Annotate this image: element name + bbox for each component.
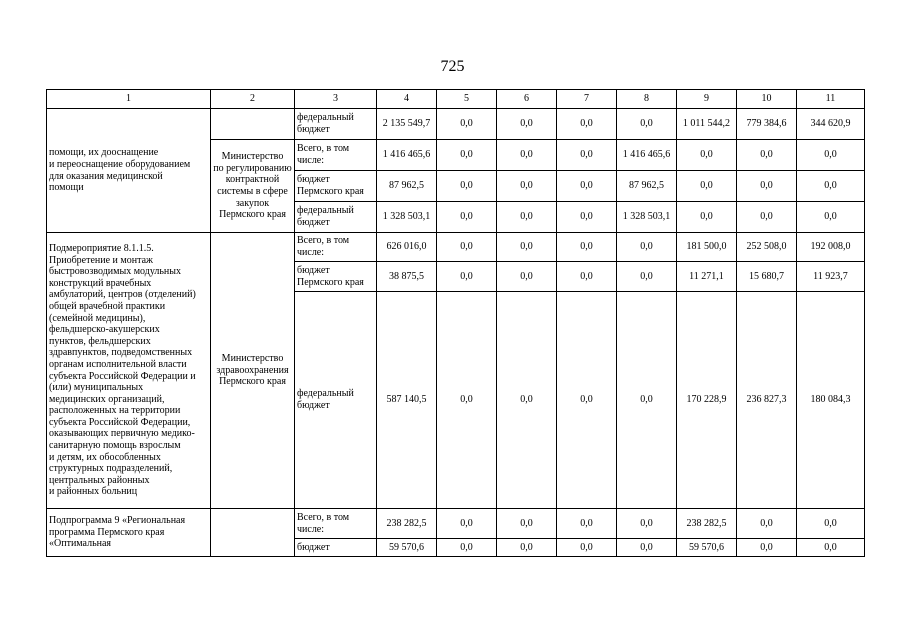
- text-line: Министерство: [221, 353, 284, 365]
- text-line: числе:: [297, 523, 325, 535]
- text-line: структурных подразделений,: [49, 463, 173, 475]
- value-cell: 11 271,1: [677, 262, 737, 292]
- text-line: для оказания медицинской: [49, 170, 163, 182]
- value-cell: 0,0: [497, 262, 557, 292]
- value-cell: 0,0: [497, 202, 557, 233]
- column-header: 7: [557, 90, 617, 109]
- value-cell: 2 135 549,7: [377, 109, 437, 140]
- text-line: пунктов, фельдшерских: [49, 335, 151, 347]
- value-cell: 0,0: [677, 202, 737, 233]
- activity-description: [47, 109, 211, 233]
- text-line: здравоохранения: [216, 364, 289, 376]
- subprogram-description: [47, 509, 211, 557]
- value-cell: 0,0: [497, 509, 557, 539]
- column-header: 4: [377, 90, 437, 109]
- value-cell: 0,0: [737, 509, 797, 539]
- value-cell: 1 011 544,2: [677, 109, 737, 140]
- value-cell: 0,0: [737, 539, 797, 557]
- text-line: бюджет: [297, 174, 330, 186]
- value-cell: 38 875,5: [377, 262, 437, 292]
- text-line: Подпрограмма 9 «Региональная: [49, 515, 186, 527]
- text-line: Всего, в том: [297, 511, 350, 523]
- source-cell: [295, 539, 377, 557]
- text-line: Подмероприятие 8.1.1.5.: [49, 242, 154, 254]
- value-cell: 181 500,0: [677, 233, 737, 262]
- text-line: и переоснащение оборудованием: [49, 158, 191, 170]
- value-cell: 0,0: [557, 262, 617, 292]
- text-line: субъекта Российской Федерации,: [49, 416, 191, 428]
- text-line: Пермского края: [297, 276, 364, 288]
- value-cell: 0,0: [797, 539, 865, 557]
- text-line: быстровозводимых модульных: [49, 266, 182, 278]
- header-row: [47, 90, 865, 109]
- value-cell: 0,0: [797, 202, 865, 233]
- text-line: программа Пермского края: [49, 526, 165, 538]
- value-cell: 0,0: [557, 292, 617, 509]
- column-header: 8: [617, 90, 677, 109]
- value-cell: 0,0: [437, 202, 497, 233]
- value-cell: 0,0: [677, 171, 737, 202]
- value-cell: 0,0: [437, 109, 497, 140]
- table-row: [47, 109, 865, 140]
- value-cell: 0,0: [437, 233, 497, 262]
- text-line: Всего, в том: [297, 235, 350, 247]
- text-line: бюджет: [297, 264, 330, 276]
- budget-table: [46, 89, 865, 557]
- text-line: медицинских организаций,: [49, 393, 165, 405]
- value-cell: 15 680,7: [737, 262, 797, 292]
- value-cell: 87 962,5: [377, 171, 437, 202]
- text-line: здравпунктов, подведомственных: [49, 347, 193, 359]
- value-cell: 0,0: [737, 171, 797, 202]
- text-line: (семейной медицины),: [49, 312, 146, 324]
- value-cell: 0,0: [617, 292, 677, 509]
- value-cell: 0,0: [617, 109, 677, 140]
- value-cell: 0,0: [797, 171, 865, 202]
- value-cell: 0,0: [797, 140, 865, 171]
- value-cell: 1 416 465,6: [377, 140, 437, 171]
- column-header: 11: [797, 90, 865, 109]
- value-cell: 0,0: [737, 140, 797, 171]
- value-cell: 0,0: [437, 509, 497, 539]
- text-line: санитарную помощь взрослым: [49, 440, 181, 452]
- value-cell: 0,0: [557, 202, 617, 233]
- value-cell: 0,0: [617, 233, 677, 262]
- value-cell: 0,0: [557, 509, 617, 539]
- column-header: 1: [47, 90, 211, 109]
- value-cell: 0,0: [437, 171, 497, 202]
- text-line: Пермского края: [219, 376, 286, 388]
- column-header: 6: [497, 90, 557, 109]
- text-line: помощи, их дооснащение: [49, 147, 159, 159]
- value-cell: 1 328 503,1: [617, 202, 677, 233]
- text-line: органам исполнительной власти: [49, 358, 187, 370]
- text-line: Пермского края: [219, 209, 286, 221]
- value-cell: 236 827,3: [737, 292, 797, 509]
- source-cell: [295, 109, 377, 140]
- value-cell: 1 328 503,1: [377, 202, 437, 233]
- text-line: Всего, в том: [297, 143, 350, 155]
- source-cell: [295, 509, 377, 539]
- value-cell: 59 570,6: [677, 539, 737, 557]
- responsible-executor: [211, 509, 295, 557]
- value-cell: 192 008,0: [797, 233, 865, 262]
- value-cell: 0,0: [617, 539, 677, 557]
- source-cell: [295, 292, 377, 509]
- source-cell: [295, 171, 377, 202]
- text-line: по регулированию: [213, 162, 292, 174]
- source-cell: [295, 140, 377, 171]
- text-line: общей врачебной практики: [49, 300, 166, 312]
- text-line: конструкций врачебных: [49, 277, 152, 289]
- value-cell: 170 228,9: [677, 292, 737, 509]
- source-cell: [295, 233, 377, 262]
- value-cell: 0,0: [557, 109, 617, 140]
- value-cell: 59 570,6: [377, 539, 437, 557]
- text-line: федеральный: [297, 205, 354, 217]
- text-line: Приобретение и монтаж: [49, 254, 153, 266]
- value-cell: 1 416 465,6: [617, 140, 677, 171]
- value-cell: 252 508,0: [737, 233, 797, 262]
- value-cell: 180 084,3: [797, 292, 865, 509]
- text-line: «Оптимальная: [49, 538, 112, 550]
- value-cell: 0,0: [557, 233, 617, 262]
- text-line: контрактной: [225, 174, 280, 186]
- source-cell: [295, 202, 377, 233]
- value-cell: 11 923,7: [797, 262, 865, 292]
- value-cell: 0,0: [617, 509, 677, 539]
- text-line: системы в сфере: [217, 186, 288, 197]
- value-cell: 238 282,5: [677, 509, 737, 539]
- value-cell: 0,0: [737, 202, 797, 233]
- text-line: и районных больниц: [49, 486, 138, 498]
- value-cell: 0,0: [497, 140, 557, 171]
- source-cell: [295, 262, 377, 292]
- value-cell: 0,0: [557, 171, 617, 202]
- value-cell: 87 962,5: [617, 171, 677, 202]
- text-line: федеральный: [297, 388, 354, 400]
- value-cell: 0,0: [557, 140, 617, 171]
- text-line: федеральный: [297, 112, 354, 124]
- value-cell: 0,0: [797, 509, 865, 539]
- value-cell: 0,0: [497, 292, 557, 509]
- column-header: 5: [437, 90, 497, 109]
- value-cell: 626 016,0: [377, 233, 437, 262]
- text-line: Министерство: [221, 151, 284, 163]
- text-line: бюджет: [297, 124, 330, 135]
- responsible-executor: [211, 140, 295, 233]
- text-line: и детям, их обособленных: [49, 451, 161, 463]
- page-number: 725: [440, 58, 465, 75]
- text-line: числе:: [297, 247, 325, 258]
- column-header: 9: [677, 90, 737, 109]
- text-line: субъекта Российской Федерации и: [49, 370, 196, 382]
- text-line: числе:: [297, 155, 325, 166]
- text-line: (или) муниципальных: [49, 382, 144, 394]
- value-cell: 0,0: [617, 262, 677, 292]
- responsible-executor: [211, 109, 295, 140]
- value-cell: 0,0: [437, 292, 497, 509]
- value-cell: 0,0: [437, 262, 497, 292]
- text-line: помощи: [49, 182, 84, 194]
- value-cell: 0,0: [437, 539, 497, 557]
- value-cell: 238 282,5: [377, 509, 437, 539]
- value-cell: 0,0: [497, 233, 557, 262]
- text-line: бюджет: [297, 217, 330, 228]
- table-row: [47, 509, 865, 539]
- column-header: 2: [211, 90, 295, 109]
- text-line: оказывающих первичную медико-: [49, 428, 195, 440]
- value-cell: 0,0: [497, 539, 557, 557]
- text-line: бюджет: [297, 541, 330, 553]
- value-cell: 779 384,6: [737, 109, 797, 140]
- value-cell: 0,0: [677, 140, 737, 171]
- column-header: 3: [295, 90, 377, 109]
- column-header: 10: [737, 90, 797, 109]
- table-row: [47, 233, 865, 262]
- value-cell: 344 620,9: [797, 109, 865, 140]
- value-cell: 0,0: [557, 539, 617, 557]
- text-line: бюджет: [297, 400, 330, 411]
- text-line: центральных районных: [49, 474, 150, 486]
- text-line: Пермского края: [297, 186, 364, 197]
- activity-description: [47, 233, 211, 509]
- value-cell: 0,0: [497, 109, 557, 140]
- text-line: закупок: [235, 197, 270, 209]
- text-line: фельдшерско-акушерских: [49, 324, 160, 336]
- text-line: расположенных на территории: [49, 405, 181, 417]
- responsible-executor: [211, 233, 295, 509]
- value-cell: 587 140,5: [377, 292, 437, 509]
- text-line: амбулаторий, центров (отделений): [49, 289, 196, 301]
- value-cell: 0,0: [497, 171, 557, 202]
- value-cell: 0,0: [437, 140, 497, 171]
